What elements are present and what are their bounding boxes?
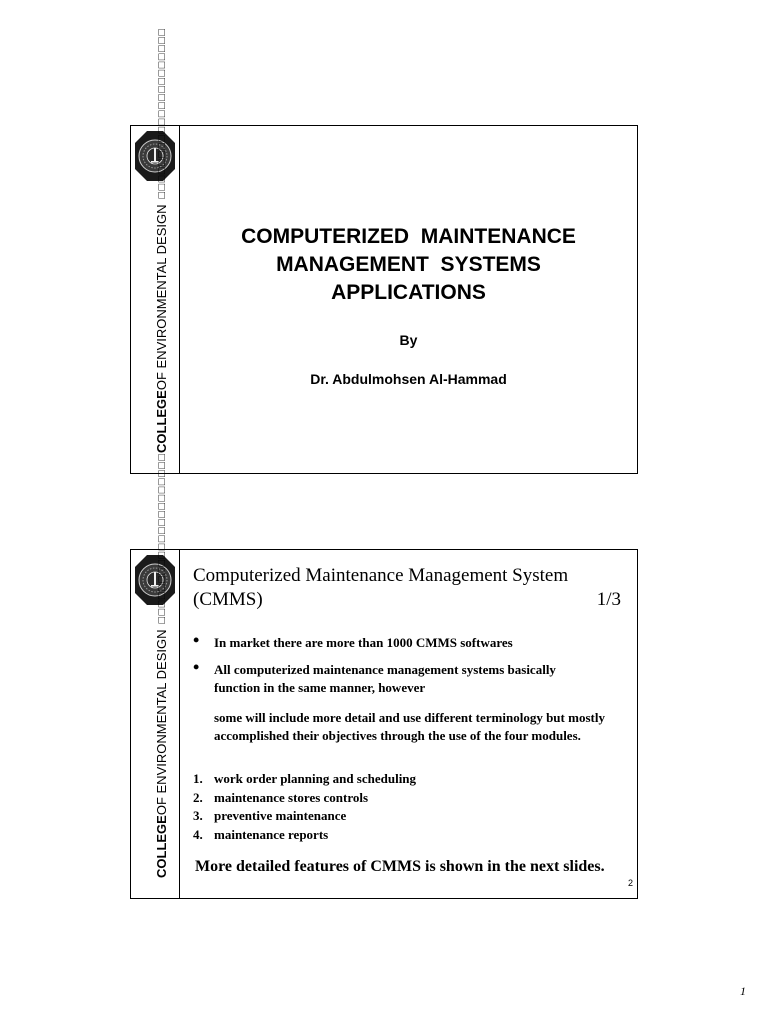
- bullet-text: All computerized maintenance management systems basically function in the same manner, however: [214, 662, 556, 695]
- title-line-2: MANAGEMENT SYSTEMS: [276, 253, 541, 276]
- list-number: 4.: [193, 826, 203, 842]
- list-number: 1.: [193, 771, 203, 786]
- modules-list: [193, 770, 416, 844]
- college-vertical-label: [155, 452, 169, 878]
- closing-statement: More detailed features of CMMS is shown in the next slides.: [195, 858, 605, 875]
- page-number: 1: [740, 984, 746, 998]
- bullet-item: [193, 657, 593, 697]
- bullet-text: In market there are more than 1000 CMMS softwares: [214, 635, 513, 650]
- slide-2: [130, 452, 638, 899]
- slide-1-title: [180, 223, 637, 307]
- bullet-item: [193, 630, 513, 652]
- college-label-bold: COLLEGE: [154, 815, 169, 878]
- college-vertical-label: [155, 27, 169, 453]
- arabic-text-glyphs: □□□□□□□□□□□□□□□□□□□□□: [156, 452, 168, 624]
- college-label-bold: COLLEGE: [154, 390, 169, 453]
- list-text: maintenance reports: [214, 826, 329, 842]
- title-line-1: Computerized Maintenance Management System: [193, 565, 569, 586]
- slide-1-content: [180, 126, 637, 473]
- title-acronym: (CMMS): [193, 589, 263, 610]
- list-text: maintenance stores controls: [214, 789, 369, 805]
- slide-2-title: [193, 564, 621, 612]
- bullet-dot-icon: •: [193, 630, 200, 650]
- bullet-dot-icon: •: [193, 657, 200, 677]
- list-item: [193, 807, 416, 826]
- slide-number: 2: [627, 878, 633, 888]
- by-label: By: [399, 332, 418, 348]
- list-text: work order planning and scheduling: [214, 771, 417, 786]
- college-label-rest: OF ENVIRONMENTAL DESIGN: [154, 204, 169, 391]
- list-item: [193, 826, 416, 845]
- list-item: [193, 789, 416, 808]
- list-number: 2.: [193, 789, 203, 805]
- title-line-1: COMPUTERIZED MAINTENANCE: [241, 225, 576, 248]
- list-text: preventive maintenance: [214, 808, 347, 823]
- author-name: Dr. Abdulmohsen Al-Hammad: [310, 371, 507, 387]
- arabic-text-glyphs: □□□□□□□□□□□□□□□□□□□□□: [156, 27, 168, 199]
- slide-sidebar: [131, 27, 180, 473]
- college-label-rest: OF ENVIRONMENTAL DESIGN: [154, 629, 169, 816]
- description-paragraph: some will include more detail and use different terminology but mostly accomplished their objectives through the use of the four modules.: [214, 710, 605, 743]
- slide-sidebar: [131, 452, 180, 898]
- list-number: 3.: [193, 808, 203, 823]
- title-part-counter: 1/3: [596, 589, 621, 610]
- title-line-3: APPLICATIONS: [331, 281, 486, 304]
- slide-1: [130, 27, 638, 474]
- slide-2-content: [180, 550, 637, 898]
- list-item: [193, 770, 416, 789]
